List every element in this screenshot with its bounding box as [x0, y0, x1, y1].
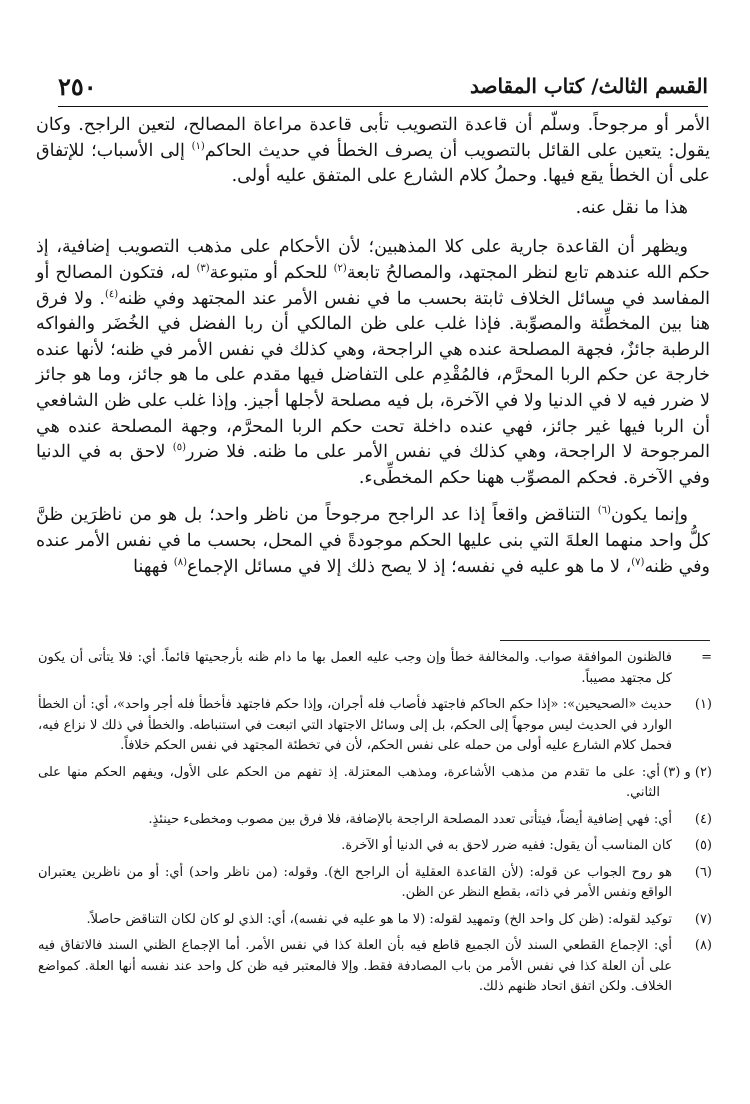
- text-run: ، لا ما هو عليه في نفسه؛ إذ لا يصح ذلك إلا في مسائل الإجماع: [186, 556, 632, 577]
- footnotes: [38, 648, 712, 1004]
- text-run: . ولا فرق هنا بين المخطِّئة والمصوِّبة. فإذا غلب على ظن المالكي أن ربا الفضل في الخُضَر والفواكه الرطبة جائزٌ، فجهة المصلحة عنده هي الراجحة، وهي كذلك في نفس الأمر في ظنه؛ لأنها عنده خارجة عن حكم الربا المحرَّم، فالمُقْدِم على التفاضل فيها مقدم على ما هو جائز، وما هو جائز لا ضرر فيه لا في الدنيا ولا في الآخرة، بل فيه مصلحة لأجلها أجيز. وإذا غلب على ظن الشافعي أن الربا فيها غير جائز، فهي عنده داخلة تحت حكم الربا المحرَّم، وجهة المصلحة عنده هي المرجوحة لا الراجحة، وهي كذلك في نفس الأمر على ما ظنه. فلا ضرر: [36, 288, 710, 463]
- text-run: التناقض واقعاً إذا عد الراجح مرجوحاً من ناظر واحد؛ بل هو من ناظرَين ظنَّ كلُّ واحد منهما العلةَ التي بنى عليها الحكم موجودةً في المحل، بحسب ما في نفس الأمر عنده وفي ظنه: [36, 505, 710, 577]
- text-run: ويظهر أن القاعدة جارية على كلا المذهبين؛ لأن الأحكام على مذهب التصويب إضافية، إذ حكم الله عندهم تابع لنظر المجتهد، والمصالحُ تابعة: [36, 237, 710, 283]
- footnote-mark: (٤): [694, 811, 712, 827]
- paragraph-4: [36, 503, 710, 580]
- footnote-text: فالظنون الموافقة صواب. والمخالفة خطأ وإن وجب عليه العمل بها ما دام ظنه بأرجحيتها قائماً. أي: فلا يتأتى أن يكون كل مجتهد مصيباً.: [38, 650, 672, 686]
- footnote-mark: =: [701, 650, 712, 665]
- footnote-mark: (١): [694, 697, 712, 712]
- footnote-5: [38, 836, 712, 857]
- footnote-ref-4[interactable]: (٤): [104, 288, 119, 300]
- footnote-7: [38, 910, 712, 931]
- footnote-ref-6[interactable]: (٦): [597, 505, 611, 517]
- page-header: [58, 66, 708, 107]
- footnote-mark: (٦): [694, 864, 712, 880]
- text-run: هذا ما نقل عنه.: [575, 197, 688, 218]
- text-run: فههنا: [133, 556, 174, 577]
- running-title: القسم الثالث/ كتاب المقاصد: [469, 74, 708, 98]
- footnote-text: أي: على ما تقدم من مذهب الأشاعرة، ومذهب المعتزلة. إذ تفهم من الحكم على الأول، ويفهم الحكم منها على الثاني.: [38, 764, 660, 800]
- footnote-text: حديث «الصحيحين»: «إذا حكم الحاكم فاجتهد فأصاب فله أجران، وإذا حكم فاجتهد فأخطأ فله أجر واحد»، أي: أن الخطأ الوارد في الحديث ليس موجهاً إلى الحكم، بل إلى وسائل الاجتهاد التي اتبعت في استنباطه. والخطأ في ذلك لا نزاع فيه، فحمل كلام الشارع عليه أولى من حمله على نفس الحكم، لأن في تخطئة المجتهد في نفس الحكم خلافاً.: [38, 697, 672, 753]
- text-run: الأمر أو مرجوحاً. وسلّم أن قاعدة التصويب تأبى قاعدة مراعاة المصالح، لتعين الراجح. وكان يقول: يتعين على القائل بالتصويب أن يصرف الخطأ في حديث الحاكم: [36, 115, 711, 161]
- footnote-8: [38, 936, 712, 998]
- footnote-4: [38, 810, 712, 831]
- footnote-divider: [500, 640, 710, 641]
- paragraph-3: [36, 235, 710, 491]
- page-number: ٢٥٠: [58, 72, 97, 101]
- footnote-text: توكيد لقوله: (ظن كل واحد الخ) وتمهيد لقوله: (لا ما هو عليه في نفسه)، أي: الذي لو كان لكان التناقض حاصلاً.: [86, 911, 672, 927]
- footnote-ref-3[interactable]: (٣): [196, 263, 210, 275]
- paragraph-1: [36, 113, 710, 190]
- footnote-ref-8[interactable]: (٨): [173, 556, 187, 568]
- footnote-ref-5[interactable]: (٥): [172, 442, 186, 454]
- footnote-ref-2[interactable]: (٢): [333, 263, 347, 275]
- footnote-text: كان المناسب أن يقول: ففيه ضرر لاحق به في الدنيا أو الآخرة.: [341, 838, 672, 853]
- footnote-1: [38, 695, 712, 757]
- footnote-mark: (٢) و (٣): [663, 764, 712, 780]
- text-run: وإنما يكون: [610, 505, 688, 526]
- text-run: له، فتكون المصالح أو المفاسد في مسائل الخلاف ثابتة بحسب ما في نفس الأمر عند المجتهد وفي ظنه: [36, 262, 711, 309]
- footnote-ref-7[interactable]: (٧): [631, 556, 645, 568]
- footnote-text: أي: الإجماع القطعي السند لأن الجميع قاطع فيه بأن العلة كذا في نفس الأمر. أما الإجماع الظني السند فالاتفاق فيه على أن العلة كذا في نفس الأمر من باب المصادفة فقط. وإلا فالمعتبر فيه ظن كل واحد عند نفسه أنها العلة. كمواضع الخلاف. ولكن اتفق اتحاد ظنهم ذلك.: [38, 938, 672, 994]
- footnote-mark: (٧): [694, 911, 712, 927]
- footnote-continuation: [38, 648, 712, 689]
- footnote-mark: (٥): [694, 838, 712, 853]
- text-run: إلى الأسباب؛ للإتفاق على أن الخطأ يقع فيها. وحملُ كلام الشارع على المتفق عليه أولى.: [36, 140, 710, 187]
- paragraph-2: [36, 196, 710, 222]
- footnote-ref-1[interactable]: (١): [191, 140, 205, 152]
- footnote-2-3: [38, 763, 712, 804]
- text-run: لاحق به في الدنيا وفي الآخرة. فحكم المصوِّب ههنا حكم المخطِّىء.: [36, 442, 710, 488]
- main-text: [36, 113, 710, 580]
- footnote-mark: (٨): [694, 938, 712, 953]
- footnote-6: [38, 863, 712, 904]
- footnote-text: هو روح الجواب عن قوله: (لأن القاعدة العقلية أن الراجح الخ). وقوله: (من ناظر واحد) أي: أو من ناظرين يعتبران الواقع ونفس الأمر في ذاته، بقطع النظر عن الظن.: [38, 864, 672, 900]
- text-run: للحكم أو متبوعة: [209, 262, 334, 283]
- footnote-text: أي: فهي إضافية أيضاً، فيتأتى تعدد المصلحة الراجحة بالإضافة، فلا فرق بين مصوب ومخطىء حينئذٍ.: [148, 811, 672, 827]
